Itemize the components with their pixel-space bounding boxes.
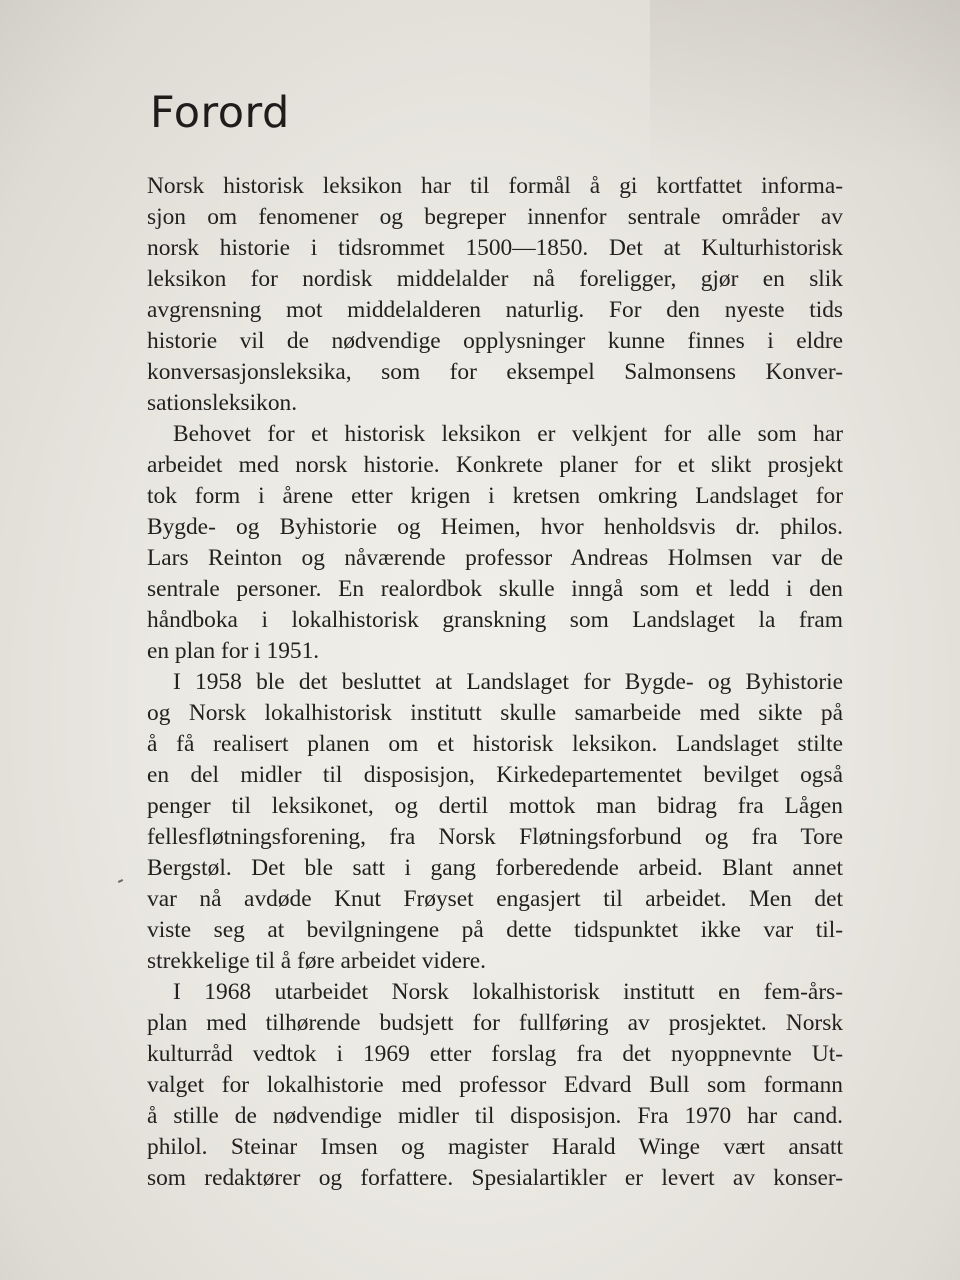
text-line: strekkelige til å føre arbeidet videre.	[147, 948, 487, 974]
body-text	[147, 171, 843, 1194]
text-line: Behovet for et historisk leksikon er velkjent for alle som har	[173, 421, 843, 447]
text-line: håndboka i lokalhistorisk granskning som Landslaget la fram	[147, 607, 843, 633]
text-line: viste seg at bevilgningene på dette tidspunktet ikke var til-	[147, 917, 843, 943]
text-line: Bergstøl. Det ble satt i gang forberedende arbeid. Blant annet	[147, 855, 843, 881]
text-line: som redaktører og forfattere. Spesialartikler er levert av konser-	[147, 1165, 843, 1191]
text-line: historie vil de nødvendige opplysninger kunne finnes i eldre	[147, 328, 843, 354]
paragraph-3	[147, 667, 843, 977]
text-line: en plan for i 1951.	[147, 638, 320, 664]
text-line: I 1968 utarbeidet Norsk lokalhistorisk institutt en fem-års-	[173, 979, 843, 1005]
text-line: norsk historie i tidsrommet 1500—1850. Det at Kulturhistorisk	[147, 235, 843, 261]
text-line: tok form i årene etter krigen i kretsen omkring Landslaget for	[147, 483, 843, 509]
paragraph-4	[147, 977, 843, 1194]
text-line: Bygde- og Byhistorie og Heimen, hvor henholdsvis dr. philos.	[147, 514, 843, 540]
text-line: å stille de nødvendige midler til disposisjon. Fra 1970 har cand.	[147, 1103, 843, 1129]
show-through-shadow	[650, 0, 960, 170]
text-line: Lars Reinton og nåværende professor Andreas Holmsen var de	[147, 545, 843, 571]
text-line: avgrensning mot middelalderen naturlig. For den nyeste tids	[147, 297, 843, 323]
text-line: fellesfløtningsforening, fra Norsk Fløtningsforbund og fra Tore	[147, 824, 843, 850]
text-line: plan med tilhørende budsjett for fullføring av prosjektet. Norsk	[147, 1010, 843, 1036]
text-line: leksikon for nordisk middelalder nå foreligger, gjør en slik	[147, 266, 843, 292]
text-line: Norsk historisk leksikon har til formål å gi kortfattet informa-	[147, 173, 843, 199]
paragraph-1	[147, 171, 843, 419]
text-line: var nå avdøde Knut Frøyset engasjert til arbeidet. Men det	[147, 886, 843, 912]
page-title: Forord	[150, 88, 290, 138]
text-line: valget for lokalhistorie med professor Edvard Bull som formann	[147, 1072, 843, 1098]
paragraph-2	[147, 419, 843, 667]
text-line: sentrale personer. En realordbok skulle inngå som et ledd i den	[147, 576, 843, 602]
text-line: philol. Steinar Imsen og magister Harald Winge vært ansatt	[147, 1134, 843, 1160]
text-line: en del midler til disposisjon, Kirkedepartementet bevilget også	[147, 762, 843, 788]
text-line: sjon om fenomener og begreper innenfor sentrale områder av	[147, 204, 843, 230]
text-line: og Norsk lokalhistorisk institutt skulle samarbeide med sikte på	[147, 700, 843, 726]
pencil-mark	[118, 879, 123, 883]
text-line: konversasjonsleksika, som for eksempel Salmonsens Konver-	[147, 359, 843, 385]
text-line: sationsleksikon.	[147, 390, 298, 416]
text-line: I 1958 ble det besluttet at Landslaget for Bygde- og Byhistorie	[173, 669, 843, 695]
text-line: å få realisert planen om et historisk leksikon. Landslaget stilte	[147, 731, 843, 757]
text-line: penger til leksikonet, og dertil mottok man bidrag fra Lågen	[147, 793, 843, 819]
text-line: kulturråd vedtok i 1969 etter forslag fra det nyoppnevnte Ut-	[147, 1041, 843, 1067]
text-line: arbeidet med norsk historie. Konkrete planer for et slikt prosjekt	[147, 452, 843, 478]
